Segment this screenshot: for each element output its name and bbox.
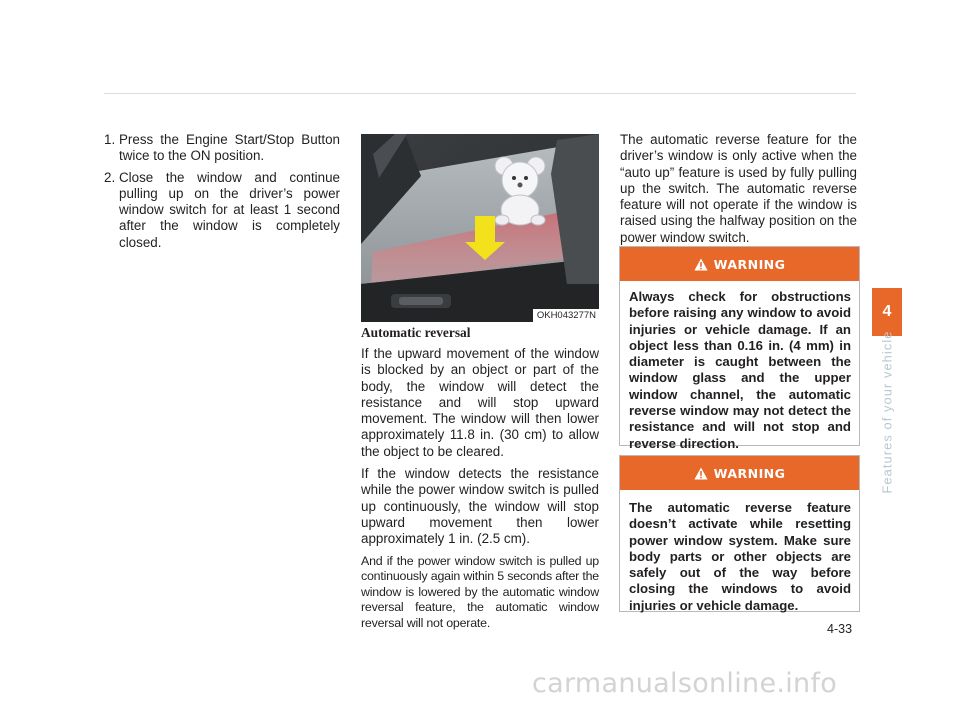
warning-header bbox=[620, 456, 859, 490]
watermark: carmanualsonline.info bbox=[532, 668, 838, 699]
warning-title: WARNING bbox=[713, 465, 786, 481]
step-number: 1. bbox=[104, 132, 116, 147]
step-number: 2. bbox=[104, 169, 116, 185]
figure-code: OKH043277N bbox=[533, 309, 599, 322]
warning-box bbox=[619, 246, 860, 451]
section-heading: Automatic reversal bbox=[361, 325, 471, 340]
step-1 bbox=[104, 132, 340, 165]
chapter-tab: 4 bbox=[872, 288, 902, 336]
intro-paragraph: The automatic reverse feature for the driver’s window is only active when the “auto up” feature is used by fully pulling up the switch. The automatic reverse feature will not operate if the window is raised using the halfway position on the power window switch. bbox=[620, 132, 857, 245]
paragraph: If the window detects the resistance while the power window switch is pulled up continuously, the window will stop upward movement then lower approximately 1 in. (2.5 cm). bbox=[361, 466, 599, 547]
paragraph: And if the power window switch is pulled up continuously again within 5 seconds after the window is lowered by the automatic window reversal feature, the automatic window reversal will not operate. bbox=[361, 553, 599, 630]
chapter-label: Features of your vehicle bbox=[879, 330, 895, 494]
window-illustration bbox=[361, 134, 599, 322]
step-text: Close the window and continue pulling up on the driver’s power window switch for at least 1 second after the window is completely closed. bbox=[119, 169, 340, 250]
warning-header bbox=[620, 247, 859, 281]
warning-triangle-icon bbox=[694, 467, 708, 480]
warning-title: WARNING bbox=[713, 256, 786, 272]
warning-text: Always check for obstructions before raising any window to avoid injuries or vehicle damage. If an object less than 0.16 in. (4 mm) in diameter is caught between the window glass and the upper window channel, the automatic reverse window may not detect the resistance and will not stop and reverse direction. bbox=[629, 289, 851, 451]
step-2 bbox=[104, 170, 340, 251]
warning-text: The automatic reverse feature doesn’t activate while resetting power window system. Make sure body parts or other objects are safely out of the way before closing the windows to avoid injuries or vehicle damage. bbox=[629, 500, 851, 613]
car-window-photo bbox=[361, 134, 599, 322]
page-number: 4-33 bbox=[827, 622, 853, 636]
warning-box bbox=[619, 455, 860, 612]
step-text: Press the Engine Start/Stop Button twice to the ON position. bbox=[119, 132, 340, 164]
steps-list bbox=[104, 132, 340, 256]
warning-triangle-icon bbox=[694, 258, 708, 271]
top-rule bbox=[104, 93, 856, 94]
paragraph: If the upward movement of the window is blocked by an object or part of the body, the window will detect the resistance and will stop upward movement. The window will then lower approximately 11.8 in. (30 cm) to allow the object to be cleared. bbox=[361, 346, 599, 459]
auto-reversal-section bbox=[361, 325, 599, 637]
